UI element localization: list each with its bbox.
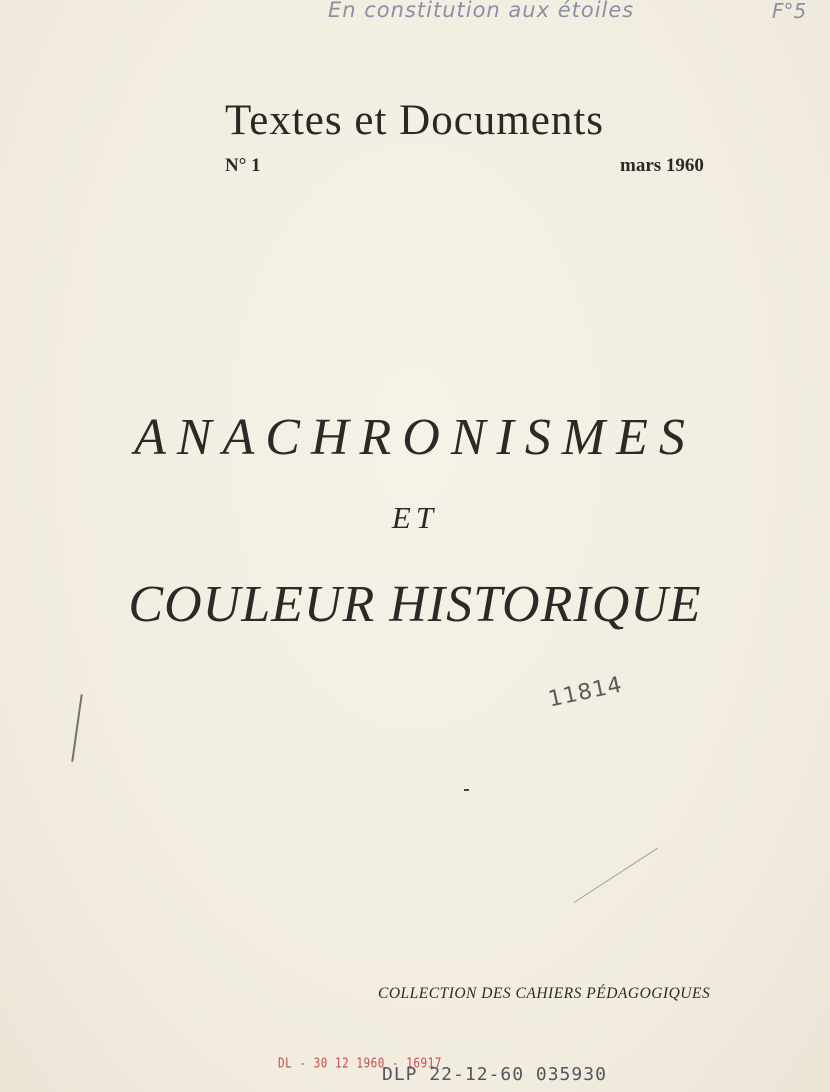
collection-name: COLLECTION DES CAHIERS PÉDAGOGIQUES — [378, 985, 711, 1002]
subtitle: COULEUR HISTORIQUE — [128, 576, 702, 633]
pencil-inventory-number: 11814 — [546, 672, 625, 713]
handwritten-note: En constitution aux étoiles — [328, 0, 635, 22]
main-title: ANACHRONISMES — [134, 409, 696, 466]
pencil-stroke-mark — [71, 694, 82, 762]
issue-date: mars 1960 — [620, 155, 704, 176]
issue-number: N° 1 — [225, 155, 261, 176]
legal-deposit-stamp-grey: DLP 22-12-60 035930 — [382, 1064, 607, 1085]
handwritten-shelf-mark: F°5 — [772, 0, 807, 23]
legal-deposit-stamp-red: DL - 30 12 1960 - 16917 — [278, 1055, 442, 1072]
series-title: Textes et Documents — [225, 97, 604, 144]
title-conjunction: ET — [391, 500, 439, 535]
pencil-line-mark — [574, 848, 658, 903]
ink-dot — [464, 789, 469, 791]
